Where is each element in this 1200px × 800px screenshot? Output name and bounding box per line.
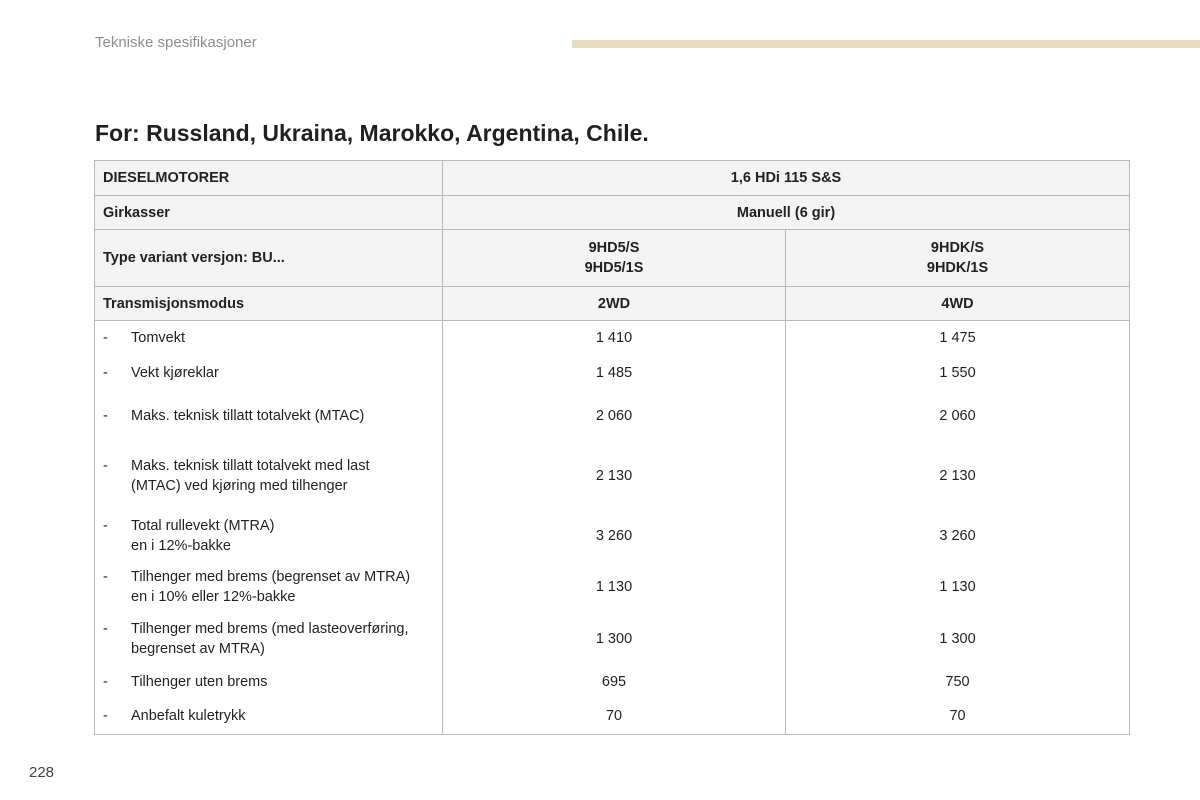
gearbox-row <box>95 196 1130 230</box>
row-value-2wd: 70 <box>443 699 786 735</box>
row-value-4wd: 1 300 <box>786 613 1130 665</box>
table-row <box>95 355 1130 391</box>
row-value-2wd: 1 300 <box>443 613 786 665</box>
row-dash: - <box>103 329 108 346</box>
gearbox-label: Girkasser <box>95 196 443 230</box>
row-dash: - <box>103 568 108 585</box>
row-dash: - <box>103 457 108 474</box>
engine-row <box>95 161 1130 196</box>
transmission-2wd: 2WD <box>443 287 786 321</box>
row-value-2wd: 2 130 <box>443 441 786 511</box>
row-dash: - <box>103 407 108 424</box>
transmission-row <box>95 287 1130 321</box>
row-dash: - <box>103 517 108 534</box>
row-label: Anbefalt kuletrykk <box>131 708 246 725</box>
row-value-4wd: 1 475 <box>786 321 1130 355</box>
table-row <box>95 665 1130 699</box>
table-row <box>95 561 1130 613</box>
row-value-4wd: 1 550 <box>786 355 1130 391</box>
row-label: Tilhenger med brems (med lasteoverføring, begrenset av MTRA) <box>131 620 409 657</box>
variant-row <box>95 230 1130 287</box>
gearbox-value: Manuell (6 gir) <box>443 196 1130 230</box>
row-value-2wd: 1 410 <box>443 321 786 355</box>
table-row <box>95 511 1130 561</box>
row-label: Tilhenger med brems (begrenset av MTRA) en i 10% eller 12%-bakke <box>131 568 411 605</box>
row-dash: - <box>103 620 108 637</box>
page-number: 228 <box>29 764 55 781</box>
row-label: Tilhenger uten brems <box>131 673 268 690</box>
running-header: Tekniske spesifikasjoner <box>95 34 257 51</box>
table-row <box>95 699 1130 735</box>
row-value-2wd: 3 260 <box>443 511 786 561</box>
table-row <box>95 613 1130 665</box>
row-label: Maks. teknisk tillatt totalvekt (MTAC) <box>131 407 365 424</box>
variant-code: 9HDK/S <box>930 240 985 256</box>
variant-code: 9HDK/1S <box>926 260 989 276</box>
row-value-2wd: 2 060 <box>443 391 786 441</box>
transmission-4wd: 4WD <box>786 287 1130 321</box>
row-value-4wd: 2 130 <box>786 441 1130 511</box>
row-label: Vekt kjøreklar <box>131 364 219 381</box>
row-dash: - <box>103 673 108 690</box>
header-accent-bar <box>572 40 1200 48</box>
row-value-4wd: 2 060 <box>786 391 1130 441</box>
transmission-label: Transmisjonsmodus <box>95 287 443 321</box>
row-dash: - <box>103 708 108 725</box>
section-title: For: Russland, Ukraina, Marokko, Argentina, Chile. <box>95 120 649 146</box>
row-label: Tomvekt <box>131 329 185 346</box>
row-value-4wd: 750 <box>786 665 1130 699</box>
row-value-2wd: 695 <box>443 665 786 699</box>
row-dash: - <box>103 364 108 381</box>
row-value-2wd: 1 485 <box>443 355 786 391</box>
variant-4wd <box>786 230 1130 287</box>
engine-label: DIESELMOTORER <box>95 161 443 196</box>
row-value-4wd: 3 260 <box>786 511 1130 561</box>
row-label: Maks. teknisk tillatt totalvekt med last (MTAC) ved kjøring med tilhenger <box>131 457 370 494</box>
spec-table <box>94 160 1130 735</box>
table-row <box>95 441 1130 511</box>
row-value-4wd: 70 <box>786 699 1130 735</box>
engine-value: 1,6 HDi 115 S&S <box>443 161 1130 196</box>
variant-2wd <box>443 230 786 287</box>
row-value-4wd: 1 130 <box>786 561 1130 613</box>
row-label: Total rullevekt (MTRA) en i 12%-bakke <box>131 517 275 554</box>
variant-label: Type variant versjon: BU... <box>95 230 443 287</box>
variant-code: 9HD5/S <box>588 240 640 256</box>
table-row <box>95 321 1130 355</box>
row-value-2wd: 1 130 <box>443 561 786 613</box>
table-row <box>95 391 1130 441</box>
variant-code: 9HD5/1S <box>584 260 644 276</box>
